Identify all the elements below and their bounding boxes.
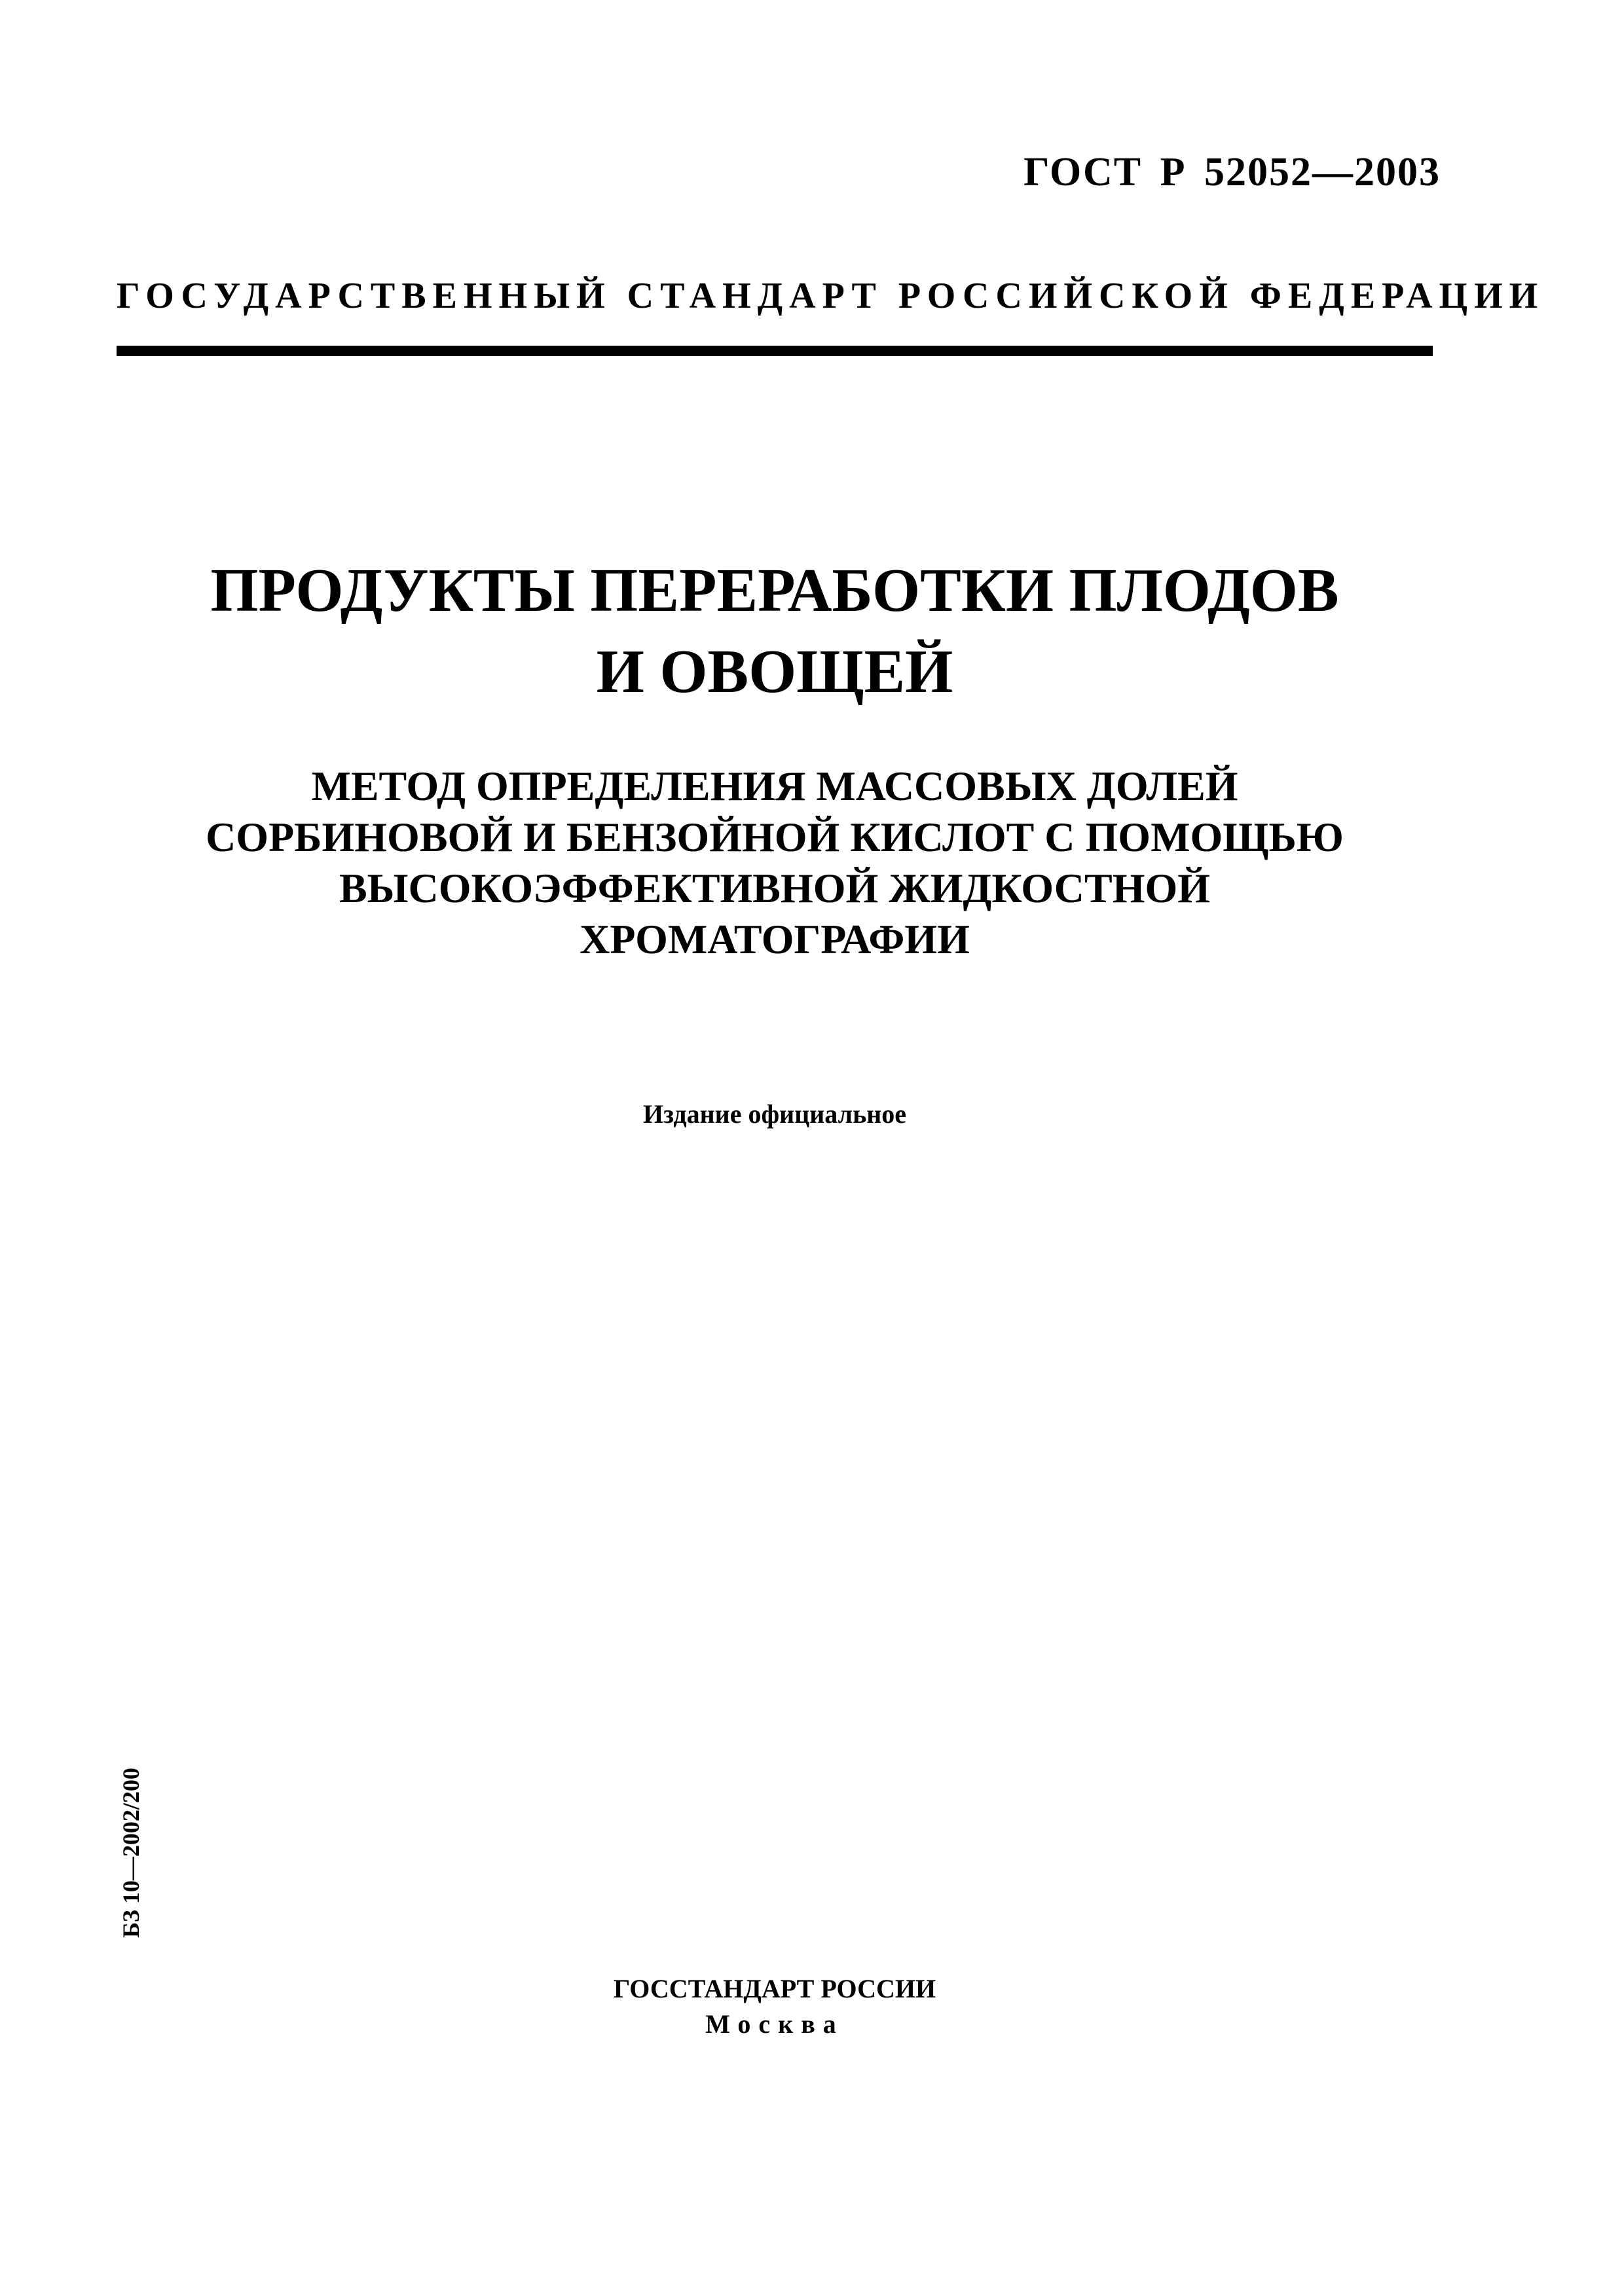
subtitle-line: ХРОМАТОГРАФИИ xyxy=(580,916,970,962)
subtitle xyxy=(117,761,1433,965)
side-catalog-code: БЗ 10—2002/200 xyxy=(118,1768,144,1938)
subtitle-line: ВЫСОКОЭФФЕКТИВНОЙ ЖИДКОСТНОЙ xyxy=(339,865,1211,911)
publisher-name: ГОССТАНДАРТ РОССИИ xyxy=(613,1974,936,2003)
publisher-city: Москва xyxy=(705,2009,844,2039)
document-number: ГОСТ Р 52052—2003 xyxy=(1023,150,1441,194)
edition-label: Издание официальное xyxy=(642,1099,907,1129)
header-divider xyxy=(117,346,1433,356)
main-title-line: ПРОДУКТЫ ПЕРЕРАБОТКИ ПЛОДОВ xyxy=(210,556,1339,625)
main-title-line: И ОВОЩЕЙ xyxy=(596,638,953,706)
subtitle-line: СОРБИНОВОЙ И БЕНЗОЙНОЙ КИСЛОТ С ПОМОЩЬЮ xyxy=(206,814,1344,860)
state-standard-heading: ГОСУДАРСТВЕННЫЙ СТАНДАРТ РОССИЙСКОЙ ФЕДЕРАЦИИ xyxy=(117,276,1545,316)
main-title xyxy=(117,550,1433,712)
subtitle-line: МЕТОД ОПРЕДЕЛЕНИЯ МАССОВЫХ ДОЛЕЙ xyxy=(311,763,1238,809)
